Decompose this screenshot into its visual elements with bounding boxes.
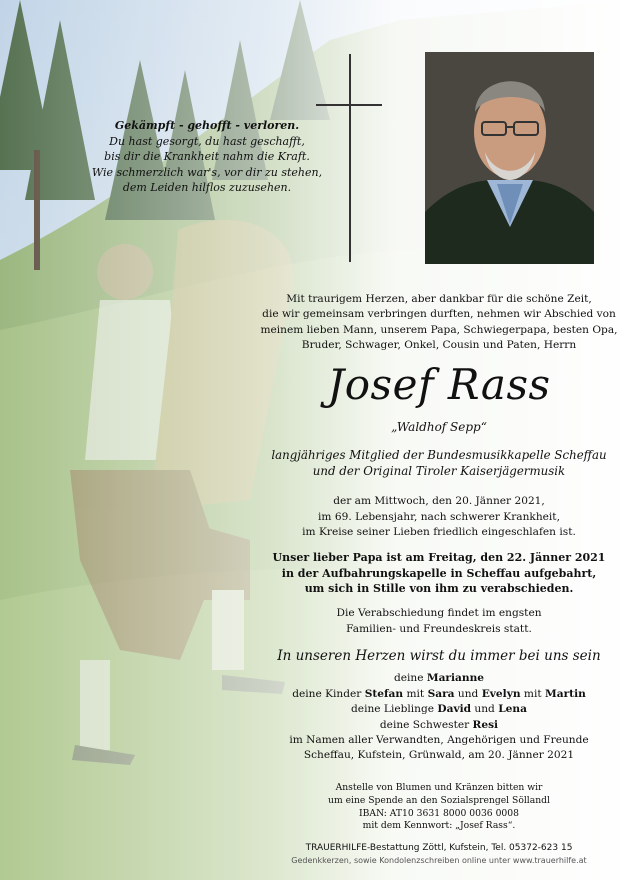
intro-line: Bruder, Schwager, Onkel, Cousin und Paten, Herrn: [301, 339, 577, 352]
mourner-line: deine Marianne: [393, 672, 485, 684]
funeral-info: [260, 550, 618, 597]
mourner-line: deine Lieblinge David und Lena: [351, 703, 527, 716]
farewell-line: Familien- und Freundeskreis statt.: [346, 622, 532, 635]
membership-line: langjähriges Mitglied der Bundesmusikkapelle Scheffau: [271, 448, 607, 462]
cross-icon: [349, 54, 351, 262]
funeral-line: Unser lieber Papa ist am Freitag, den 22. Jänner 2021: [272, 551, 606, 564]
membership-line: und der Original Tiroler Kaiserjägermusik: [312, 463, 566, 478]
donation-line: mit dem Kennwort: „Josef Rass“.: [362, 820, 516, 832]
mourner-line: deine Schwester Resi: [379, 718, 499, 731]
intro-line: Mit traurigem Herzen, aber dankbar für die schöne Zeit,: [286, 293, 592, 305]
poem-line: bis dir die Krankheit nahm die Kraft.: [104, 150, 310, 164]
membership-text: [260, 448, 618, 479]
nickname: „Waldhof Sepp“: [391, 420, 487, 434]
mourner-line: im Namen aller Verwandten, Angehörigen und Freunde: [289, 734, 589, 747]
mourner-line: deine Kinder Stefan mit Sara und Evelyn mit Martin: [292, 687, 586, 700]
death-notice: [260, 494, 618, 541]
death-line: der am Mittwoch, den 20. Jänner 2021,: [333, 495, 545, 507]
mourners: [260, 671, 618, 749]
poem-line: dem Leiden hilflos zuzusehen.: [122, 181, 292, 195]
footer-company: TRAUERHILFE-Bestattung Zöttl, Kufstein, Tel. 05372-623 15: [305, 843, 573, 853]
poem-line: Wie schmerzlich war's, vor dir zu stehen,: [91, 165, 323, 179]
farewell-info: [260, 606, 618, 637]
heart-line: In unseren Herzen wirst du immer bei uns sein: [277, 648, 601, 664]
footer-website: Gedenkkerzen, sowie Kondolenzschreiben online unter www.trauerhilfe.at: [291, 856, 587, 865]
donation-line: IBAN: AT10 3631 8000 0036 0008: [359, 807, 519, 819]
donation-info: [260, 782, 618, 833]
death-line: im Kreise seiner Lieben friedlich eingeschlafen ist.: [302, 526, 576, 539]
funeral-line: in der Aufbahrungskapelle in Scheffau aufgebahrt,: [281, 566, 597, 580]
deceased-name: Josef Rass: [327, 360, 551, 409]
portrait-photo: [425, 52, 594, 264]
place-date: Scheffau, Kufstein, Grünwald, am 20. Jänner 2021: [303, 749, 575, 761]
donation-line: Anstelle von Blumen und Kränzen bitten wir: [335, 782, 543, 793]
death-line: im 69. Lebensjahr, nach schwerer Krankheit,: [318, 510, 560, 523]
donation-line: um eine Spende an den Sozialsprengel Söllandl: [328, 794, 550, 806]
poem: [62, 118, 352, 196]
poem-line: Du hast gesorgt, du hast geschafft,: [109, 134, 305, 148]
poem-title: Gekämpft - gehofft - verloren.: [114, 119, 300, 132]
funeral-line: um sich in Stille von ihm zu verabschieden.: [304, 582, 574, 596]
cross-icon-bar: [316, 104, 382, 106]
intro-line: die wir gemeinsam verbringen durften, nehmen wir Abschied von: [262, 308, 616, 321]
farewell-line: Die Verabschiedung findet im engsten: [336, 607, 542, 619]
intro-text: [260, 292, 618, 354]
intro-line: meinem lieben Mann, unserem Papa, Schwiegerpapa, besten Opa,: [260, 323, 618, 336]
